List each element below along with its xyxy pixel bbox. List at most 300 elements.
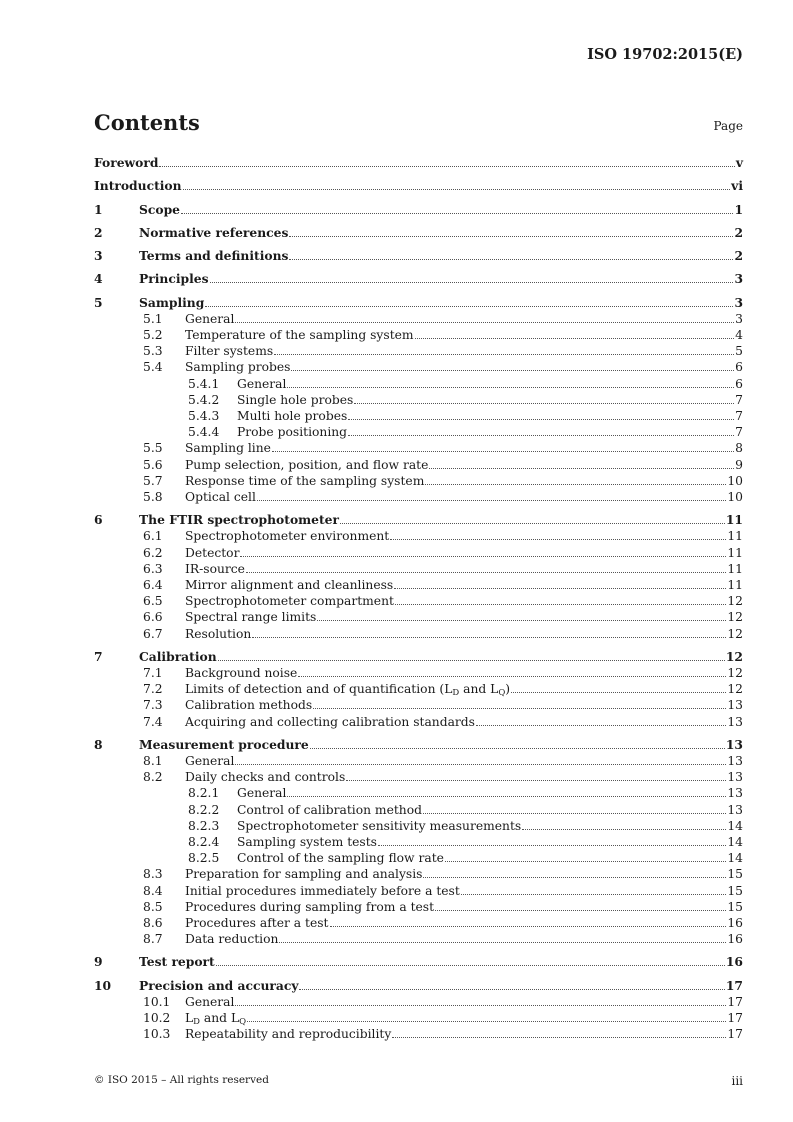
toc-entry-title <box>237 850 444 866</box>
toc-entry-title <box>185 1010 246 1026</box>
toc-entry-line <box>185 528 743 544</box>
toc-entry[interactable] <box>94 737 743 753</box>
toc-entry[interactable] <box>94 818 743 834</box>
dot-leader <box>445 860 726 862</box>
toc-entry-title <box>237 376 286 392</box>
toc-entry-title-text: Daily checks and controls <box>185 770 346 785</box>
toc-entry-title-text: Normative references <box>139 224 289 240</box>
page-number: iii <box>731 1074 743 1088</box>
dot-leader <box>425 483 726 485</box>
toc-entry-page: 7 <box>735 425 743 440</box>
toc-entry-number: 3 <box>94 248 103 264</box>
toc-entry-number: 5 <box>94 294 103 310</box>
toc-entry[interactable] <box>94 512 743 528</box>
toc-entry-title-text: L <box>185 1011 194 1026</box>
toc-entry-title-text: Background noise <box>185 666 298 680</box>
toc-entry-title-text: Calibration <box>139 648 217 664</box>
toc-entry[interactable] <box>94 802 743 818</box>
toc-entry-title <box>185 994 234 1010</box>
toc-entry-line <box>185 561 743 577</box>
toc-entry-line <box>185 665 743 681</box>
toc-entry-number: 8.7 <box>143 932 163 947</box>
toc-entry-line <box>237 376 743 392</box>
dot-leader <box>235 763 726 765</box>
dot-leader <box>395 603 726 605</box>
toc-entry-line <box>185 473 743 489</box>
toc-entry-title <box>185 866 422 882</box>
toc-entry-title <box>237 408 347 424</box>
toc-entry-title <box>237 802 422 818</box>
toc-entry-number: 5.4.3 <box>188 409 220 423</box>
toc-entry-number: 5.2 <box>143 328 163 343</box>
toc-entry[interactable] <box>94 649 743 665</box>
toc-entry-line <box>185 883 743 899</box>
toc-entry-page: 17 <box>727 1011 743 1026</box>
toc-entry-number: 5.1 <box>143 311 163 326</box>
toc-entry[interactable] <box>94 681 743 697</box>
toc-entry-line <box>185 311 743 327</box>
toc-entry-title-text: Measurement procedure <box>139 736 309 752</box>
dot-leader <box>240 555 726 557</box>
toc-entry-title <box>185 714 475 730</box>
toc-entry-number: 6.7 <box>143 626 163 641</box>
toc-entry-title <box>185 528 389 544</box>
toc-entry-page: 15 <box>727 867 743 882</box>
dot-leader <box>330 925 727 927</box>
toc-entry-title-text: Filter systems <box>185 344 274 359</box>
toc-entry-title-text: Multi hole probes <box>237 409 348 423</box>
toc-entry[interactable] <box>94 714 743 730</box>
toc-entry-title <box>185 327 414 343</box>
toc-entry-title-text: Limits of detection and of quantification (L <box>185 682 453 697</box>
page-column-label: Page <box>713 119 743 133</box>
dot-leader <box>279 941 726 943</box>
toc-entry[interactable] <box>94 178 743 194</box>
toc-entry-number: 10.1 <box>143 994 171 1009</box>
toc-entry[interactable] <box>94 1026 743 1042</box>
toc-entry[interactable] <box>94 359 743 375</box>
toc-entry-page: 12 <box>727 626 743 641</box>
toc-entry-title-text: Optical cell <box>185 489 256 504</box>
toc-entry-title-mid: and L <box>200 1011 240 1026</box>
toc-entry-title-text: Test report <box>139 954 215 970</box>
toc-entry-page: 15 <box>727 899 743 914</box>
toc-entry-title-tail: ) <box>505 682 511 697</box>
toc-entry-line <box>185 1010 743 1026</box>
dot-leader <box>348 418 734 420</box>
toc-entry-title <box>139 271 209 287</box>
toc-entry-page: 1 <box>734 201 743 217</box>
toc-entry-number: 8.6 <box>143 915 163 930</box>
toc-entry-title <box>185 609 316 625</box>
dot-leader <box>392 1036 726 1038</box>
toc-entry-title <box>185 697 312 713</box>
toc-entry-number: 8.2.4 <box>188 834 220 849</box>
dot-leader <box>289 258 733 260</box>
toc-entry-line <box>185 626 743 642</box>
dot-leader <box>317 619 726 621</box>
toc-entry-number: 8.4 <box>143 883 163 898</box>
dot-leader <box>346 779 726 781</box>
toc-entry-line <box>185 681 743 697</box>
toc-entry[interactable] <box>94 850 743 866</box>
document-id: ISO 19702:2015(E) <box>587 46 743 63</box>
toc-entry[interactable] <box>94 697 743 713</box>
toc-entry-page: 13 <box>727 714 743 729</box>
toc-entry-title-text: Resolution <box>185 626 252 641</box>
toc-entry-line <box>237 802 743 818</box>
toc-entry-title-text: Initial procedures immediately before a test <box>185 883 460 898</box>
toc-entry-line <box>237 785 743 801</box>
toc-entry-line <box>237 424 743 440</box>
toc-entry-title <box>139 225 288 241</box>
dot-leader <box>423 876 726 878</box>
toc-entry-line <box>139 295 743 311</box>
toc-entry[interactable] <box>94 626 743 642</box>
toc-entry-title-text: Procedures after a test <box>185 915 329 930</box>
dot-leader <box>476 724 726 726</box>
toc-entry-title-text: Control of calibration method <box>237 802 423 817</box>
toc-entry-line <box>185 697 743 713</box>
toc-entry-title-text: Sampling probes <box>185 360 291 375</box>
toc-entry-title-text: Mirror alignment and cleanliness <box>185 577 394 592</box>
toc-entry-page: 9 <box>735 457 743 472</box>
toc-entry-page: vi <box>731 178 743 194</box>
dot-leader <box>522 828 726 830</box>
toc-entry-number: 6.3 <box>143 561 163 576</box>
toc-entry-title <box>139 954 215 970</box>
toc-entry-title <box>185 457 428 473</box>
toc-entry-number: 6.4 <box>143 577 163 592</box>
toc-entry-line <box>185 609 743 625</box>
toc-entry-line <box>185 994 743 1010</box>
toc-entry-title-text: Sampling line <box>185 441 271 456</box>
dot-leader <box>205 305 733 307</box>
toc-entry-number: 8.2.2 <box>188 802 220 817</box>
toc-entry[interactable] <box>94 561 743 577</box>
toc-entry[interactable] <box>94 376 743 392</box>
toc-entry-title-text: Data reduction <box>185 932 279 947</box>
toc-entry-number: 5.4 <box>143 360 163 375</box>
toc-entry[interactable] <box>94 424 743 440</box>
toc-entry[interactable] <box>94 473 743 489</box>
toc-entry-number: 5.5 <box>143 441 163 456</box>
toc-entry-title <box>185 489 256 505</box>
toc-entry-line <box>185 343 743 359</box>
toc-entry-page: 12 <box>725 648 743 664</box>
toc-entry[interactable] <box>94 1010 743 1026</box>
toc-entry-number: 5.4.4 <box>188 425 220 440</box>
dot-leader <box>246 571 726 573</box>
toc-entry-title-sub2: Q <box>498 688 506 699</box>
toc-entry-title <box>185 915 329 931</box>
toc-entry[interactable] <box>94 225 743 241</box>
toc-entry-page: 7 <box>735 409 743 423</box>
toc-entry-line <box>139 978 743 994</box>
toc-entry[interactable] <box>94 271 743 287</box>
toc-entry[interactable] <box>94 440 743 456</box>
toc-entry-page: 13 <box>727 770 743 785</box>
toc-entry[interactable] <box>94 343 743 359</box>
toc-entry[interactable] <box>94 978 743 994</box>
toc-entry[interactable] <box>94 866 743 882</box>
toc-entry[interactable] <box>94 457 743 473</box>
toc-entry[interactable] <box>94 408 743 424</box>
toc-entry-title <box>237 785 286 801</box>
toc-entry[interactable] <box>94 155 743 171</box>
toc-entry-title-text: Preparation for sampling and analysis <box>185 867 423 882</box>
toc-entry-page: 11 <box>727 545 743 560</box>
toc-entry[interactable] <box>94 577 743 593</box>
page-title: Contents <box>94 110 200 135</box>
toc-entry[interactable] <box>94 392 743 408</box>
toc-entry-title <box>185 593 394 609</box>
toc-entry[interactable] <box>94 785 743 801</box>
toc-entry-title <box>185 440 271 456</box>
toc-entry-page: 11 <box>727 561 743 576</box>
toc-entry-title <box>139 295 204 311</box>
toc-entry-page: 17 <box>727 1027 743 1042</box>
toc-entry-line <box>237 408 743 424</box>
toc-entry[interactable] <box>94 665 743 681</box>
toc-entry-page: 8 <box>735 441 743 456</box>
toc-entry-page: 2 <box>734 248 743 264</box>
toc-entry-number: 8 <box>94 736 103 752</box>
toc-entry[interactable] <box>94 295 743 311</box>
toc-entry-page: 6 <box>735 360 743 375</box>
toc-entry-page: 11 <box>727 529 743 544</box>
toc-entry-number: 9 <box>94 954 103 970</box>
toc-entry-title-text: General <box>237 376 287 391</box>
dot-leader <box>415 337 735 339</box>
dot-leader <box>511 691 726 693</box>
dot-leader <box>159 165 734 167</box>
toc-entry-page: 13 <box>727 802 743 817</box>
toc-entry-line <box>94 178 743 194</box>
toc-entry-title-text: Probe positioning <box>237 425 348 440</box>
toc-entry[interactable] <box>94 834 743 850</box>
toc-entry-title-text: Spectrophotometer environment <box>185 529 390 544</box>
toc-entry-line <box>185 866 743 882</box>
toc-entry-title-text: Detector <box>185 545 240 560</box>
toc-entry[interactable] <box>94 248 743 264</box>
toc-entry-page: 13 <box>727 786 743 801</box>
dot-leader <box>348 434 734 436</box>
dot-leader <box>210 281 734 283</box>
toc-entry-line <box>237 818 743 834</box>
toc-entry-title <box>185 561 245 577</box>
dot-leader <box>257 499 726 501</box>
toc-entry[interactable] <box>94 311 743 327</box>
toc-entry-number: 1 <box>94 201 103 217</box>
toc-entry-page: 2 <box>734 224 743 240</box>
toc-entry-title-text: Pump selection, position, and flow rate <box>185 457 429 472</box>
toc-entry[interactable] <box>94 915 743 931</box>
toc-entry-number: 5.3 <box>143 344 163 359</box>
toc-entry-title-text: General <box>185 311 235 326</box>
toc-entry-line <box>139 248 743 264</box>
toc-entry-line <box>185 577 743 593</box>
toc-entry-line <box>139 225 743 241</box>
toc-entry[interactable] <box>94 954 743 970</box>
toc-entry[interactable] <box>94 327 743 343</box>
toc-entry-title-text: The FTIR spectrophotometer <box>139 512 339 528</box>
toc-entry-number: 8.1 <box>143 754 163 769</box>
toc-entry-title-text: General <box>185 994 235 1009</box>
toc-entry-title <box>185 359 290 375</box>
dot-leader <box>183 188 731 190</box>
toc-entry-title <box>185 883 460 899</box>
dot-leader <box>435 909 726 911</box>
toc-entry-title <box>237 834 377 850</box>
toc-entry-title-text: Foreword <box>94 155 159 170</box>
toc-entry-title-text: IR-source <box>185 561 245 576</box>
toc-entry[interactable] <box>94 769 743 785</box>
toc-entry[interactable] <box>94 994 743 1010</box>
toc-entry-title-sub1: D <box>452 688 460 699</box>
dot-leader <box>354 402 734 404</box>
toc-entry-title-text: Procedures during sampling from a test <box>185 899 435 914</box>
toc-entry-page: 13 <box>727 754 743 769</box>
toc-entry-line <box>94 155 743 171</box>
toc-entry-line <box>185 714 743 730</box>
toc-entry-title <box>139 737 309 753</box>
toc-entry-number: 5.6 <box>143 457 163 472</box>
toc-entry[interactable] <box>94 931 743 947</box>
toc-entry-page: 10 <box>727 473 743 488</box>
toc-entry-page: 15 <box>727 883 743 898</box>
toc-entry-number: 8.2.5 <box>188 851 220 866</box>
toc-entry-page: 4 <box>735 328 743 343</box>
toc-entry[interactable] <box>94 202 743 218</box>
toc-entry-line <box>185 769 743 785</box>
toc-entry-page: 13 <box>725 736 743 752</box>
dot-leader <box>340 522 725 524</box>
toc-entry-line <box>185 931 743 947</box>
toc-entry-title <box>185 1026 391 1042</box>
toc-entry-title-text: Principles <box>139 271 209 287</box>
dot-leader <box>310 747 725 749</box>
toc-entry-number: 5.8 <box>143 489 163 504</box>
toc-entry-page: 7 <box>735 392 743 407</box>
toc-entry[interactable] <box>94 883 743 899</box>
toc-entry-title <box>139 978 298 994</box>
toc-entry-line <box>185 545 743 561</box>
toc-entry-title <box>139 248 288 264</box>
toc-entry-title-text: Terms and definitions <box>139 248 289 264</box>
toc-entry[interactable] <box>94 528 743 544</box>
toc-entry-title-mid: and L <box>459 682 499 697</box>
toc-entry-number: 7.1 <box>143 666 163 680</box>
toc-entry-number: 6.1 <box>143 529 163 544</box>
toc-entry[interactable] <box>94 609 743 625</box>
dot-leader <box>247 1020 726 1022</box>
dot-leader <box>291 369 734 371</box>
toc-entry-number: 2 <box>94 224 103 240</box>
toc-entry-line <box>185 327 743 343</box>
toc-entry-title <box>94 178 182 194</box>
toc-entry-number: 6.6 <box>143 610 163 625</box>
toc-entry-page: 12 <box>727 666 743 680</box>
toc-entry-number: 6.2 <box>143 545 163 560</box>
toc-entry-title-text: Spectrophotometer sensitivity measurements <box>237 818 522 833</box>
toc-entry-page: 12 <box>727 594 743 609</box>
toc-entry-title-text: Sampling system tests <box>237 834 377 849</box>
toc-entry-number: 8.2.1 <box>188 786 220 801</box>
toc-entry[interactable] <box>94 489 743 505</box>
toc-entry-title-text: Spectral range limits <box>185 610 317 625</box>
toc-entry-line <box>237 834 743 850</box>
toc-entry-title-sub2: Q <box>239 1017 247 1028</box>
dot-leader <box>235 321 734 323</box>
toc-entry-title <box>139 649 217 665</box>
toc-entry-line <box>139 271 743 287</box>
toc-entry-title <box>185 311 234 327</box>
toc-entry-page: 3 <box>735 311 743 326</box>
toc-entry-title-text: Calibration methods <box>185 698 313 713</box>
toc-entry-line <box>139 954 743 970</box>
toc-entry-page: 16 <box>725 954 743 970</box>
toc-entry-title-text: Sampling <box>139 294 205 310</box>
toc-entry-title <box>185 899 434 915</box>
toc-entry-number: 5.4.2 <box>188 392 220 407</box>
dot-leader <box>289 235 733 237</box>
dot-leader <box>298 675 726 677</box>
toc-entry-number: 7 <box>94 648 103 664</box>
toc-entry-page: v <box>735 155 743 170</box>
toc-entry-line <box>185 915 743 931</box>
toc-entry-title <box>237 818 521 834</box>
toc-entry-page: 5 <box>735 344 743 359</box>
dot-leader <box>429 467 734 469</box>
toc-entry-title-text: Control of the sampling flow rate <box>237 851 444 866</box>
dot-leader <box>216 964 725 966</box>
toc-entry-line <box>185 359 743 375</box>
toc-entry-page: 14 <box>727 851 743 866</box>
toc-entry-title <box>185 473 424 489</box>
toc-entry-number: 7.4 <box>143 714 163 729</box>
toc-entry-page: 3 <box>734 294 743 310</box>
toc-entry-line <box>139 512 743 528</box>
toc-entry-title <box>185 343 273 359</box>
toc-entry-title <box>185 577 393 593</box>
toc-entry-number: 8.2 <box>143 770 163 785</box>
toc-entry[interactable] <box>94 545 743 561</box>
toc-entry-line <box>237 392 743 408</box>
toc-entry-title-text: Response time of the sampling system <box>185 473 425 488</box>
toc-entry-line <box>185 593 743 609</box>
dot-leader <box>287 795 726 797</box>
toc-entry[interactable] <box>94 899 743 915</box>
toc-entry-number: 6 <box>94 512 103 528</box>
toc-entry-page: 16 <box>727 932 743 947</box>
toc-entry-number: 8.3 <box>143 867 163 882</box>
toc-entry[interactable] <box>94 753 743 769</box>
dot-leader <box>461 893 727 895</box>
toc-entry-number: 8.5 <box>143 899 163 914</box>
dot-leader <box>313 707 726 709</box>
toc-entry[interactable] <box>94 593 743 609</box>
dot-leader <box>235 1004 726 1006</box>
toc-entry-title <box>185 681 510 697</box>
toc-entry-title <box>237 392 353 408</box>
toc-entry-page: 17 <box>725 977 743 993</box>
toc-entry-title <box>185 626 251 642</box>
toc-entry-title <box>185 753 234 769</box>
toc-entry-title <box>185 665 297 681</box>
toc-entry-title <box>237 424 347 440</box>
toc-entry-number: 5.4.1 <box>188 376 220 391</box>
